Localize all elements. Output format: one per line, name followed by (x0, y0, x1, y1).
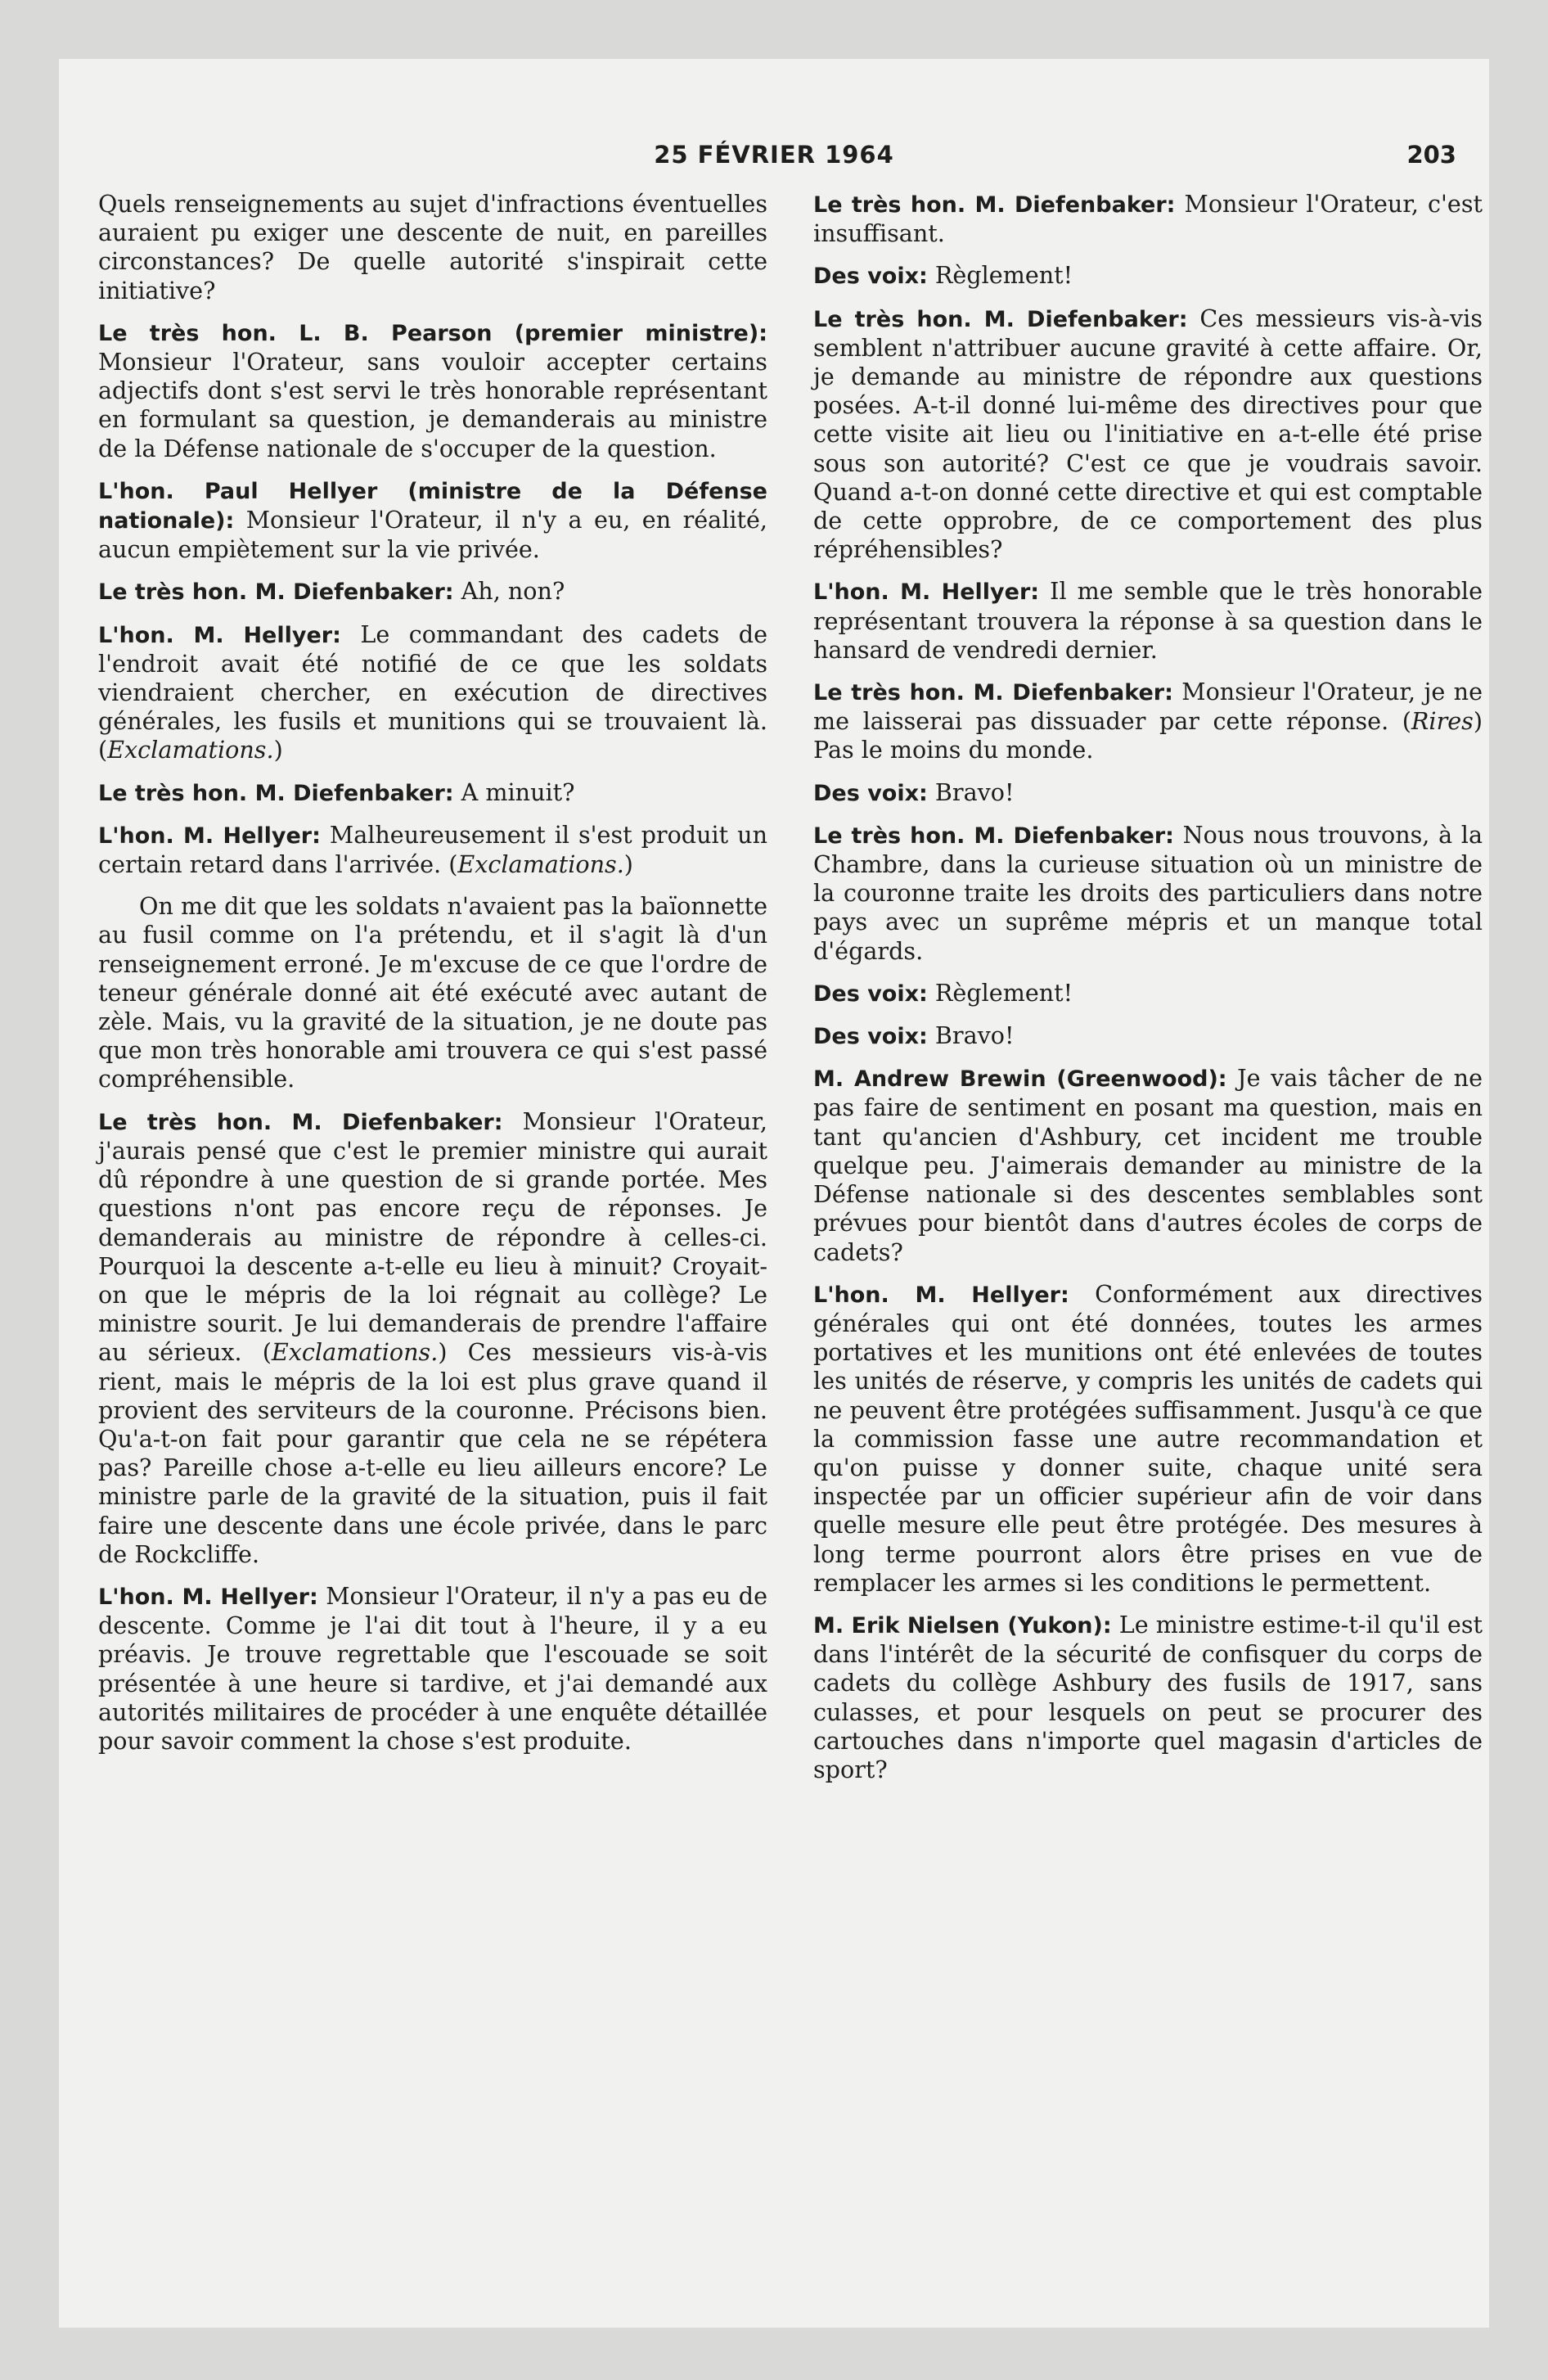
paragraph-text: Il me semble que le très honorable représentant trouvera la réponse à sa question dans le hansard de vendredi dernier. (813, 577, 1483, 664)
speaker-name: Le très hon. M. Diefenbaker: (813, 680, 1173, 706)
speaker-name: L'hon. M. Hellyer: (98, 1584, 318, 1610)
paragraph-text: Monsieur l'Orateur, je ne me laisserai pas dissuader par cette réponse. ( (813, 678, 1483, 736)
paragraph (98, 476, 767, 565)
paragraph-text: Nous nous trouvons, à la Chambre, dans la curieuse situation où un ministre de la couronne traite les droits des particuliers dans notre pays avec un suprême mépris et un manque total d'égards. (813, 820, 1483, 965)
speaker-name: Le très hon. M. Diefenbaker: (98, 780, 454, 806)
speaker-name: Des voix: (813, 780, 928, 806)
italic-text: Exclamations. (107, 736, 274, 764)
speaker-name: Le très hon. M. Diefenbaker: (813, 306, 1188, 332)
speaker-name: Le très hon. M. Diefenbaker: (813, 823, 1174, 849)
paragraph (813, 261, 1483, 291)
speaker-name: L'hon. M. Hellyer: (98, 823, 321, 849)
document-page (59, 59, 1489, 2328)
header-date: 25 FÉVRIER 1964 (654, 141, 894, 169)
paragraph-text: Conformément aux directives générales qui ont été données, toutes les armes portatives et les munitions ont été enlevées de toutes les unités de réserve, y compris les unités de cadets qui ne peuvent être protégées suffisamment. Jusqu'à ce que la commission fasse une autre recommandation et qu'on puisse y donner suite, chaque unité sera inspectée par un officier supérieur afin de voir dans quelle mesure elle peut être protégée. Des mesures à long terme pourront alors être prises en vue de remplacer les armes si les conditions le permettent. (813, 1279, 1483, 1597)
page-number: 203 (1406, 141, 1456, 169)
paragraph-text: Monsieur l'Orateur, c'est insuffisant. (813, 190, 1483, 248)
speaker-name: Le très hon. L. B. Pearson (premier ministre): (98, 320, 767, 346)
italic-text: Rires (1411, 707, 1474, 736)
paragraph-text: On me dit que les soldats n'avaient pas la baïonnette au fusil comme on l'a prétendu, et il s'agit là d'un renseignement erroné. Je m'excuse de ce que l'ordre de teneur générale donné ait été exécuté avec autant de zèle. Mais, vu la gravité de la situation, je ne doute pas que mon très honorable ami trouvera ce qui s'est passé compréhensible. (98, 892, 767, 1093)
paragraph (98, 318, 767, 463)
paragraph-text: ) Ces messieurs vis-à-vis rient, mais le mépris de la loi est plus grave quand il provient des serviteurs de la couronne. Précisons bien. Qu'a-t-on fait pour garantir que cela ne se répétera pas? Pareille chose a-t-elle eu lieu ailleurs encore? Le ministre parle de la gravité de la situation, puis il fait faire une descente dans une école privée, dans le parc de Rockcliffe. (98, 1338, 767, 1568)
speaker-name: L'hon. M. Hellyer: (98, 622, 341, 648)
speaker-name: M. Erik Nielsen (Yukon): (813, 1612, 1112, 1639)
paragraph (813, 304, 1483, 565)
speaker-name: Le très hon. M. Diefenbaker: (98, 579, 454, 606)
paragraph-text: Bravo! (927, 1021, 1015, 1050)
paragraph-text: Je vais tâcher de ne pas faire de sentiment en posant ma question, mais en tant qu'ancien d'Ashbury, cet incident me trouble quelque peu. J'aimerais demander au ministre de la Défense nationale si des descentes semblables sont prévues pour bientôt dans d'autres écoles de corps de cadets? (813, 1064, 1483, 1266)
paragraph (98, 1582, 767, 1756)
speaker-name: L'hon. M. Hellyer: (813, 1282, 1069, 1308)
paragraph (98, 821, 767, 879)
paragraph-text: Le commandant des cadets de l'endroit avait été notifié de ce que les soldats viendraient chercher, en exécution de directives générales, les fusils et munitions qui se trouvaient là. ( (98, 620, 767, 764)
paragraph-text: Ces messieurs vis-à-vis semblent n'attribuer aucune gravité à cette affaire. Or, je demande au ministre de répondre aux questions posées. A-t-il donné lui-même des directives pour que cette visite ait lieu ou l'initiative en a-t-elle été prise sous son autorité? C'est ce que je voudrais savoir. Quand a-t-on donné cette directive et qui est comptable de cette opprobre, de ce comportement des plus répréhensibles? (813, 304, 1483, 564)
paragraph-text: Monsieur l'Orateur, sans vouloir accepter certains adjectifs dont s'est servi le très honorable représentant en formulant sa question, je demanderais au ministre de la Défense nationale de s'occuper de la question. (98, 348, 767, 462)
speaker-name: Des voix: (813, 264, 928, 290)
speaker-name: L'hon. Paul Hellyer (ministre de la Défense nationale): (98, 478, 767, 534)
left-column (98, 190, 767, 1769)
paragraph (813, 821, 1483, 966)
paragraph (813, 190, 1483, 248)
paragraph (813, 1611, 1483, 1784)
speaker-name: L'hon. M. Hellyer: (813, 579, 1040, 606)
paragraph (813, 1064, 1483, 1266)
paragraph-text: Bravo! (927, 778, 1015, 806)
paragraph (813, 678, 1483, 765)
paragraph (98, 1107, 767, 1569)
paragraph (98, 892, 767, 1093)
italic-text: Exclamations. (457, 850, 624, 879)
paragraph-text: Le ministre estime-t-il qu'il est dans l'intérêt de la sécurité de confisquer du corps de cadets du collège Ashbury des fusils de 1917, sans culasses, et pour lesquels on peut se procurer des cartouches dans n'importe quel magasin d'articles de sport? (813, 1610, 1483, 1783)
paragraph-text: Quels renseignements au sujet d'infractions éventuelles auraient pu exiger une descente de nuit, en pareilles circonstances? De quelle autorité s'inspirait cette initiative? (98, 190, 767, 304)
paragraph (98, 577, 767, 606)
paragraph (98, 620, 767, 765)
paragraph-text: A minuit? (453, 778, 575, 806)
paragraph-text: Monsieur l'Orateur, il n'y a eu, en réalité, aucun empiètement sur la vie privée. (98, 506, 767, 564)
paragraph (98, 778, 767, 808)
paragraph-text: Monsieur l'Orateur, j'aurais pensé que c'est le premier ministre qui aurait dû répondre à une question de si grande portée. Mes questions n'ont pas encore reçu de réponses. Je demanderais au ministre de répondre à celles-ci. Pourquoi la descente a-t-elle eu lieu à minuit? Croyait-on que le mépris de la loi régnait au collège? Le ministre sourit. Je lui demanderais de prendre l'affaire au sérieux. ( (98, 1107, 767, 1367)
paragraph (813, 1021, 1483, 1051)
paragraph (813, 979, 1483, 1008)
speaker-name: M. Andrew Brewin (Greenwood): (813, 1066, 1227, 1093)
paragraph-text: ) (273, 736, 283, 764)
speaker-name: Des voix: (813, 980, 928, 1007)
paragraph (813, 577, 1483, 665)
speaker-name: Des voix: (813, 1024, 928, 1050)
paragraph-text: ) Pas le moins du monde. (813, 707, 1483, 764)
paragraph-text: Règlement! (927, 978, 1073, 1007)
speaker-name: Le très hon. M. Diefenbaker: (813, 192, 1176, 218)
page-header (59, 141, 1489, 182)
right-column (813, 190, 1483, 1797)
speaker-name: Le très hon. M. Diefenbaker: (98, 1109, 503, 1135)
paragraph-text: Monsieur l'Orateur, il n'y a pas eu de descente. Comme je l'ai dit tout à l'heure, il y a eu préavis. Je trouve regrettable que l'escouade se soit présentée à une heure si tardive, et j'ai demandé aux autorités militaires de procéder à une enquête détaillée pour savoir comment la chose s'est produite. (98, 1581, 767, 1755)
paragraph (813, 1280, 1483, 1598)
paragraph (98, 190, 767, 305)
paragraph-text: Malheureusement il s'est produit un certain retard dans l'arrivée. ( (98, 820, 767, 879)
paragraph-text: Règlement! (927, 261, 1073, 290)
paragraph (813, 778, 1483, 808)
paragraph-text: ) (623, 850, 633, 879)
italic-text: Exclamations. (271, 1338, 439, 1367)
paragraph-text: Ah, non? (453, 577, 565, 606)
